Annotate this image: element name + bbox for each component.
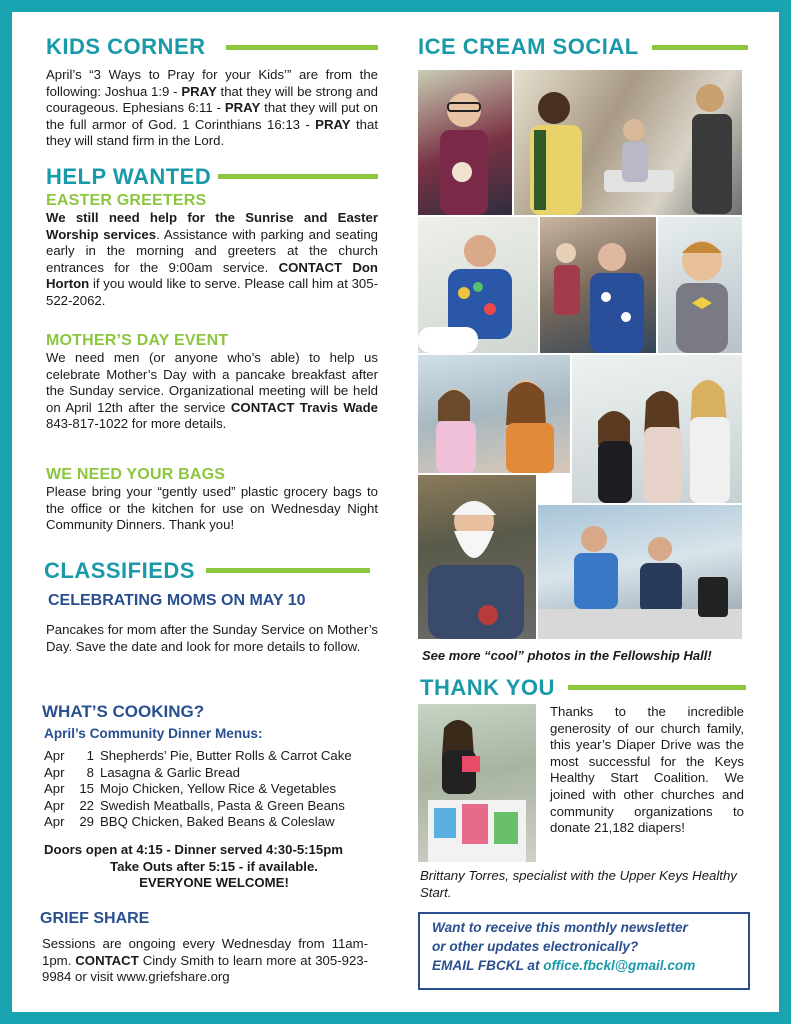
- man-illustration: [418, 217, 538, 353]
- ice-cream-title: ICE CREAM SOCIAL: [418, 34, 639, 59]
- newsletter-line-1: Want to receive this monthly newsletter: [432, 920, 688, 935]
- grief-share-title: GRIEF SHARE: [40, 910, 150, 927]
- classifieds-title: CLASSIFIEDS: [44, 558, 195, 583]
- photo-mother-daughters: [572, 355, 742, 503]
- help-wanted-title: HELP WANTED: [46, 164, 212, 189]
- photo-ice-cream-serving: [514, 70, 742, 215]
- diaper-drive-illustration: [418, 704, 536, 862]
- classifieds-text: Pancakes for mom after the Sunday Service on Mother’s Day. Save the date and look for more details to follow.: [46, 622, 378, 654]
- little-boy-illustration: [658, 217, 742, 353]
- menu-row: Apr 8 Lasagna & Garlic Bread: [44, 764, 241, 780]
- photo-man-hawaiian-shirt: [418, 217, 538, 353]
- classifieds-subheading: CELEBRATING MOMS ON MAY 10: [48, 592, 306, 609]
- photo-girls-eating: [418, 355, 570, 473]
- menu-row: Apr 15 Mojo Chicken, Yellow Rice & Vegetables: [44, 781, 337, 797]
- newsletter-email-link[interactable]: office.fbckl@gmail.com: [543, 958, 696, 973]
- thank-you-title: THANK YOU: [420, 675, 555, 700]
- serving-illustration: [514, 70, 742, 215]
- ice-cream-caption: See more “cool” photos in the Fellowship Hall!: [422, 648, 712, 663]
- help-wanted-rule: [218, 174, 378, 179]
- photo-bearded-man: [418, 475, 536, 639]
- bags-text: Please bring your “gently used” plastic grocery bags to the office or the kitchen for use on Wednesday Night Community Dinners. Thank you!: [46, 484, 378, 533]
- photo-diaper-drive: [418, 704, 536, 862]
- bearded-man-illustration: [418, 475, 536, 639]
- counter-illustration: [538, 505, 742, 639]
- kids-corner-text: April’s “3 Ways to Pray for your Kids’” are from the following: Joshua 1:9 - PRAY that they will be strong and courageous. Ephesians 6:11 - PRAY that they will put on the full armor of God. 1 Corinthians 16:13 - PRAY that they will stand firm in the Lord.: [46, 67, 379, 149]
- menu-row: Apr 22 Swedish Meatballs, Pasta & Green Beans: [44, 797, 345, 813]
- newsletter-box: [418, 912, 750, 990]
- easter-greeters-text: We still need help for the Sunrise and Easter Worship services. Assistance with parking and seating early in the morning and greeters at the church entrances for the 9:00am service. CONTACT Don Horton if you would like to serve. Please call him at 305-522-2062.: [46, 210, 378, 308]
- dinner-info: Doors open at 4:15 - Dinner served 4:30-5:15pm Take Outs after 5:15 - if available. EVERYONE WELCOME!: [44, 842, 344, 891]
- seated-illustration: [540, 217, 656, 353]
- photo-men-at-counter: [538, 505, 742, 639]
- newsletter-line-2: or other updates electronically?: [432, 939, 639, 954]
- easter-greeters-heading: EASTER GREETERS: [46, 192, 207, 209]
- kids-corner-title: KIDS CORNER: [46, 34, 206, 59]
- menu-row: Apr 29 BBQ Chicken, Baked Beans & Coleslaw: [44, 814, 335, 830]
- thank-you-rule: [568, 685, 746, 690]
- diaper-photo-caption: Brittany Torres, specialist with the Upper Keys Healthy Start.: [420, 868, 737, 900]
- menus-subtitle: April’s Community Dinner Menus:: [44, 726, 263, 741]
- family-illustration: [572, 355, 742, 503]
- newsletter-line-3: EMAIL FBCKL at office.fbckl@gmail.com: [432, 958, 696, 973]
- menu-row: Apr 1 Shepherds’ Pie, Butter Rolls & Carrot Cake: [44, 748, 352, 763]
- thank-you-text: Thanks to the incredible generosity of our church family, this year’s Diaper Drive was the most successful for the Keys Healthy Start Coalition. We joined with other churches and community organizations to donate 21,182 diapers!: [550, 704, 744, 836]
- newsletter-page: [12, 12, 779, 1012]
- kids-corner-rule: [226, 45, 378, 50]
- photo-boy-with-glasses: [418, 70, 512, 215]
- boy-illustration: [418, 70, 512, 215]
- mothers-day-text: We need men (or anyone who’s able) to help us celebrate Mother’s Day with a pancake breakfast after the Sunday service. Organizational meeting will be held on April 12th after the service CONTACT Travis Wade 843-817-1022 for more details.: [46, 350, 379, 432]
- girls-illustration: [418, 355, 570, 473]
- grief-share-text: Sessions are ongoing every Wednesday from 11am-1pm. CONTACT Cindy Smith to learn more at 305-923-9984 or visit www.griefshare.org: [42, 936, 369, 985]
- photo-men-seated: [540, 217, 656, 353]
- whats-cooking-title: WHAT’S COOKING?: [42, 702, 205, 721]
- menu-list: [44, 748, 352, 831]
- bags-heading: WE NEED YOUR BAGS: [46, 466, 226, 483]
- mothers-day-heading: MOTHER’S DAY EVENT: [46, 332, 229, 349]
- ice-cream-rule: [652, 45, 748, 50]
- classifieds-rule: [206, 568, 370, 573]
- photo-little-boy: [658, 217, 742, 353]
